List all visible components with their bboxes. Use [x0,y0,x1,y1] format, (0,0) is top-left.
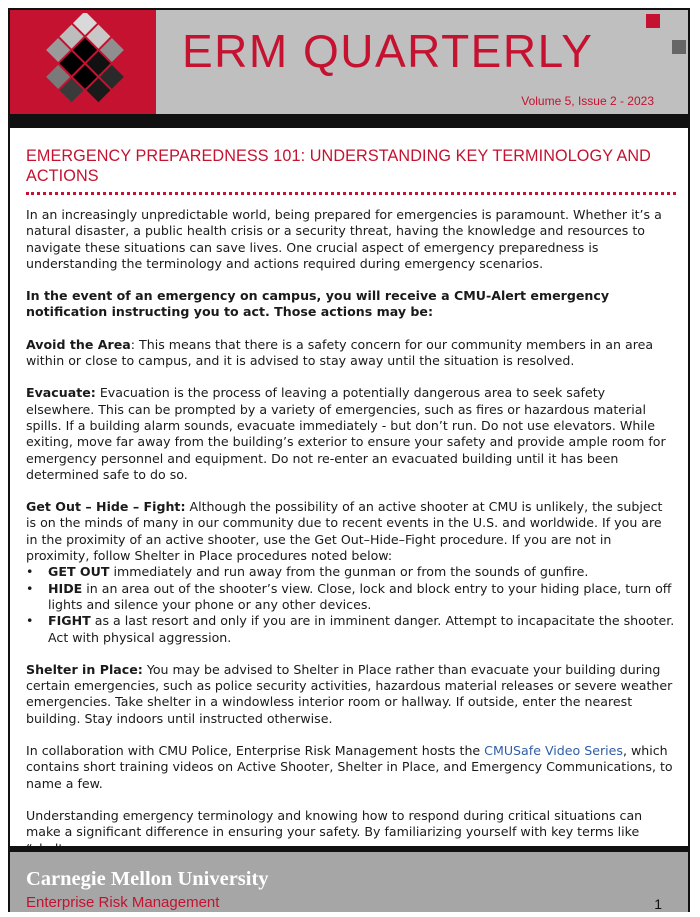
collab-after: , which contains short training videos on Active Shooter, Shelter in Place, and Emergency Communications, to name a few. [26,743,673,791]
avoid-area-term: Avoid the Area [26,336,131,352]
header-divider [10,120,688,128]
shelter-text: You may be advised to Shelter in Place rather than evacuate your building during certain emergencies, such as police security activities, hazardous material releases or severe weather emergencies. Take shelter in a windowless interior room or hallway. If outside, enter the nearest building. Stay indoors until instructed otherwise. [26,661,673,726]
list-item [48,613,676,646]
avoid-area-text: : This means that there is a safety concern for our community members in an area within or close to campus, and it is advised to stay away until the situation is resolved. [26,336,654,369]
evacuate-paragraph [26,385,676,483]
footer [10,846,688,912]
evacuate-text: Evacuation is the process of leaving a potentially dangerous area to seek safety elsewhere. This can be prompted by a variety of emergencies, such as fires or hazardous material spills. If a building alarm sounds, evacuate immediately - but don’t run. Do not use elevators. While exiting, move far away from the building’s exterior to ensure your safety and provide ample room for emergency personnel and equipment. Do not re-enter an evacuated building until it has been determined safe to do so. [26,385,666,482]
diamond-grid-logo-icon [40,13,130,111]
department-name: Enterprise Risk Management [26,894,220,911]
ghf-list [26,564,676,645]
hide-text: in an area out of the shooter’s view. Close, lock and block entry to your hiding place, turn off lights and silence your phone or any other devices. [48,580,672,612]
page-number: 1 [654,896,662,912]
get-out-term: GET OUT [48,564,110,580]
university-name: Carnegie Mellon University [26,868,269,890]
red-square-icon [646,14,660,28]
masthead [10,10,688,120]
article-title: EMERGENCY PREPAREDNESS 101: UNDERSTANDING KEY TERMINOLOGY AND ACTIONS [26,147,651,185]
evacuate-term: Evacuate: [26,385,96,401]
newsletter-title: ERM QUARTERLY [182,25,594,77]
fight-term: FIGHT [48,613,91,629]
hide-term: HIDE [48,580,83,596]
list-item [48,581,676,614]
issue-info: Volume 5, Issue 2 - 2023 [521,94,654,108]
shelter-term: Shelter in Place: [26,661,143,677]
gray-square-icon [672,40,686,54]
shelter-paragraph [26,662,676,727]
title-divider [26,192,676,195]
collab-paragraph [26,743,676,792]
get-out-text: immediately and run away from the gunman or from the sounds of gunfire. [109,564,589,580]
alert-note-text: In the event of an emergency on campus, you will receive a CMU-Alert emergency notification instructing you to act. Those actions may be: [26,288,610,320]
cmusafe-video-link[interactable]: CMUSafe Video Series [484,743,623,759]
ghf-text: Although the possibility of an active shooter at CMU is unlikely, the subject is on the minds of many in our community due to recent events in the U.S. and worldwide. If you are in the proximity of an active shooter, use the Get Out–Hide–Fight procedure. If you are not in proximity, follow Shelter in Place procedures noted below: [26,499,663,564]
fight-text: as a last resort and only if you are in imminent danger. Attempt to incapacitate the shooter. Act with physical aggression. [48,613,675,645]
page-frame [8,8,690,912]
closing-paragraph: Understanding emergency terminology and knowing how to respond during critical situations can make a significant difference in ensuring your safety. By familiarizing yourself with key terms like [26,807,643,840]
avoid-area-paragraph [26,337,676,370]
collab-before: In collaboration with CMU Police, Enterprise Risk Management hosts the [26,743,485,759]
ghf-term: Get Out – Hide – Fight: [26,499,186,515]
intro-paragraph: In an increasingly unpredictable world, being prepared for emergencies is paramount. Whether it’s a natural disaster, a public health crisis or a security threat, having the knowledge and resources to navigate these situations can save lives. One crucial aspect of emergency preparedness is understanding the terminology and actions required during emergency scenarios. [26,207,662,271]
alert-note [26,288,676,321]
list-item [48,564,676,580]
logo [10,10,156,114]
article [26,146,676,873]
ghf-paragraph [26,499,676,564]
